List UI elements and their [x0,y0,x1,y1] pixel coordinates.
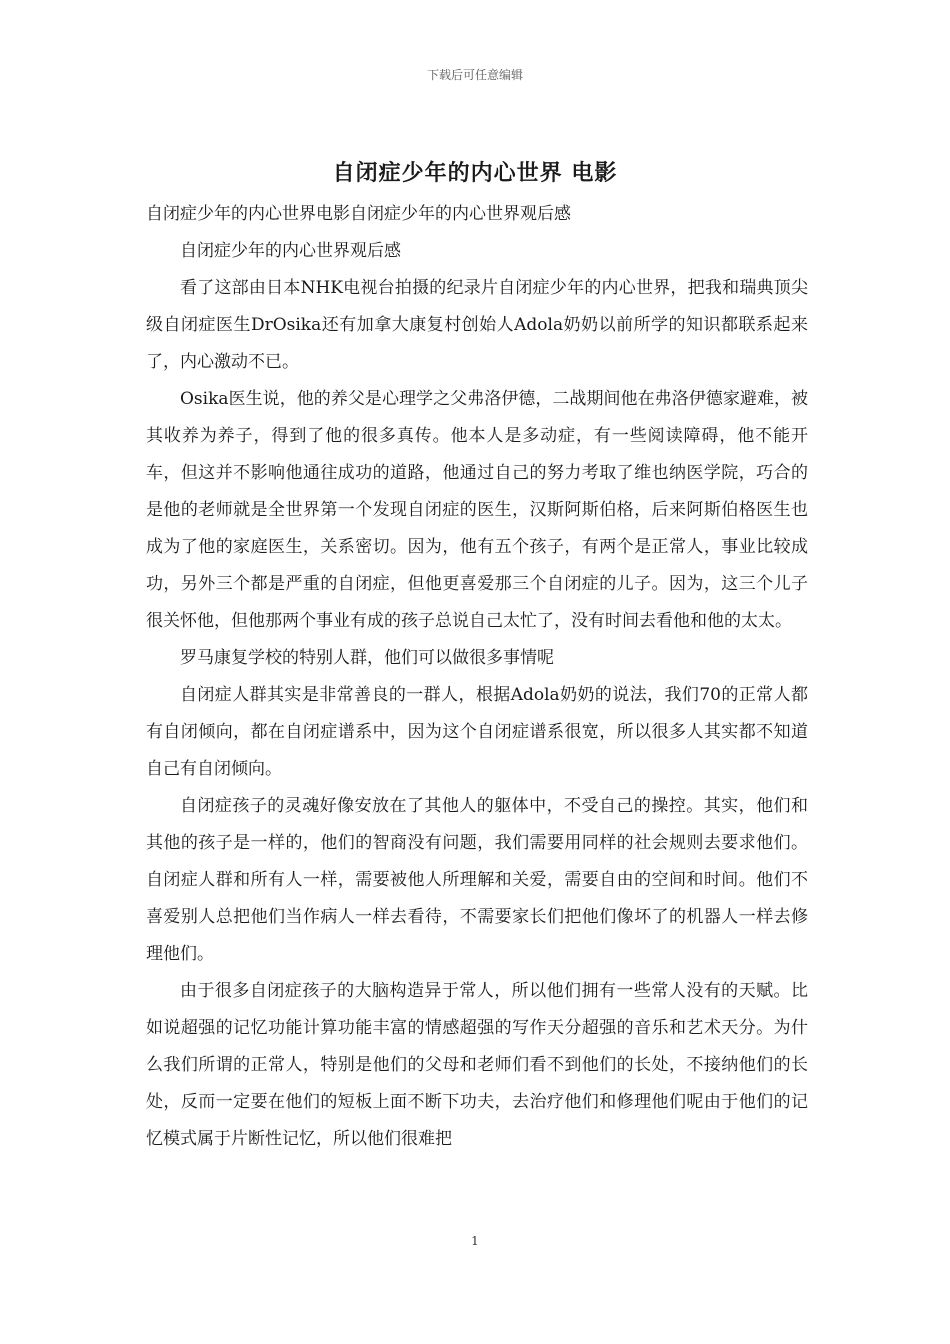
page-header-note: 下载后可任意编辑 [426,68,523,82]
paragraph: 自闭症少年的内心世界观后感 [180,241,401,261]
paragraph-subtitle: 自闭症少年的内心世界电影自闭症少年的内心世界观后感 [146,204,571,224]
paragraph: 自闭症孩子的灵魂好像安放在了其他人的躯体中，不受自己的操控。其实，他们和其他的孩子是一样的，他们的智商没有问题，我们需要用同样的社会规则去要求他们。自闭症人群和所有人一样，需要被他人所理解和关爱，需要自由的空间和时间。他们不喜爱别人总把他们当作病人一样去看待，不需要家长们把他们像坏了的机器人一样去修理他们。 [146,796,808,964]
paragraph: 自闭症人群其实是非常善良的一群人，根据Adola奶奶的说法，我们70的正常人都有自闭倾向，都在自闭症谱系中，因为这个自闭症谱系很宽，所以很多人其实都不知道自己有自闭倾向。 [146,685,808,779]
paragraph: 罗马康复学校的特别人群，他们可以做很多事情呢 [180,648,554,668]
page-number: 1 [471,1234,479,1248]
paragraph: 看了这部由日本NHK电视台拍摄的纪录片自闭症少年的内心世界，把我和瑞典顶尖级自闭症医生DrOsika还有加拿大康复村创始人Adola奶奶以前所学的知识都联系起来了，内心激动不已。 [146,278,808,372]
paragraph: Osika医生说，他的养父是心理学之父弗洛伊德，二战期间他在弗洛伊德家避难，被其收养为养子，得到了他的很多真传。他本人是多动症，有一些阅读障碍，他不能开车，但这并不影响他通往成功的道路，他通过自己的努力考取了维也纳医学院，巧合的是他的老师就是全世界第一个发现自闭症的医生，汉斯阿斯伯格，后来阿斯伯格医生也成为了他的家庭医生，关系密切。因为，他有五个孩子，有两个是正常人，事业比较成功，另外三个都是严重的自闭症，但他更喜爱那三个自闭症的儿子。因为，这三个儿子很关怀他，但他那两个事业有成的孩子总说自己太忙了，没有时间去看他和他的太太。 [146,389,808,631]
document-body [146,196,808,1158]
paragraph: 由于很多自闭症孩子的大脑构造异于常人，所以他们拥有一些常人没有的天赋。比如说超强的记忆功能计算功能丰富的情感超强的写作天分超强的音乐和艺术天分。为什么我们所谓的正常人，特别是他们的父母和老师们看不到他们的长处，不接纳他们的长处，反而一定要在他们的短板上面不断下功夫，去治疗他们和修理他们呢由于他们的记忆模式属于片断性记忆，所以他们很难把 [146,981,808,1149]
document-title: 自闭症少年的内心世界 电影 [332,161,618,186]
